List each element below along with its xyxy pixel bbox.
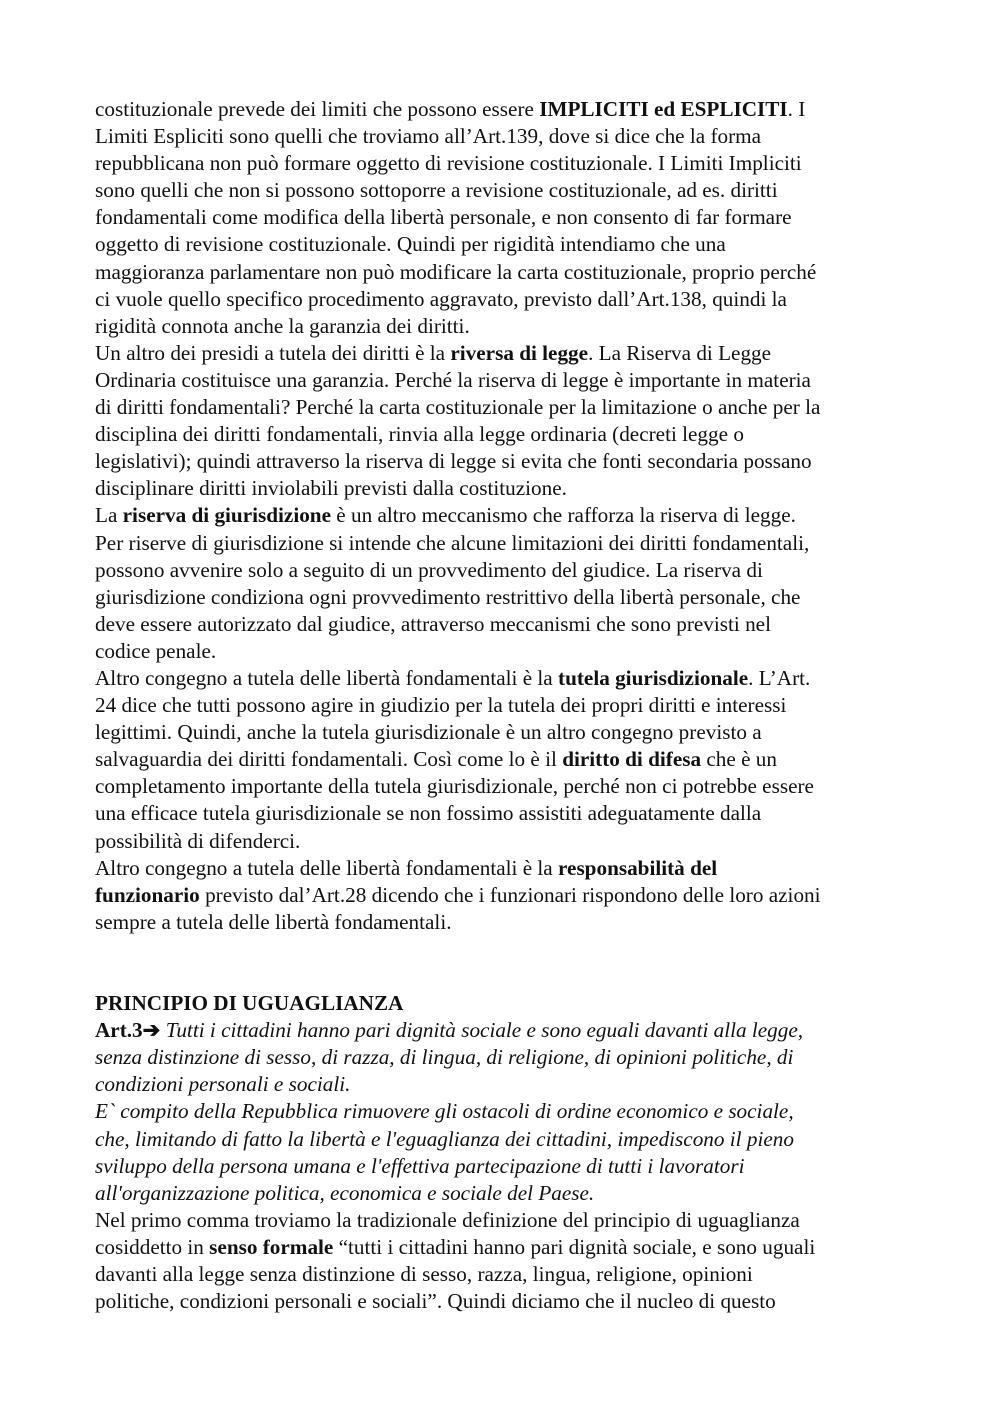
- bold-term: riversa di legge: [450, 340, 589, 365]
- text-run: . I: [787, 97, 806, 121]
- text-run: . La Riserva di Legge: [588, 340, 772, 365]
- bold-term: diritto di difesa: [562, 747, 702, 772]
- text-run: . L’Art.: [748, 665, 811, 690]
- text-line: disciplina dei diritti fondamentali, rinvia alla legge ordinaria (decreti legge o: [95, 422, 744, 447]
- text-line: possibilità di difenderci.: [95, 828, 301, 853]
- text-run: Un altro dei presidi a tutela dei diritti è la: [95, 340, 451, 365]
- text-line: una efficace tutela giurisdizionale se non fossimo assistiti adeguatamente dalla: [95, 801, 762, 826]
- paragraph-riserva-di-legge: [95, 340, 907, 503]
- paragraph-limiti-revisione: [95, 96, 907, 340]
- text-line: [95, 1180, 907, 1207]
- text-line: Nel primo comma troviamo la tradizionale definizione del principio di uguaglianza: [95, 1207, 800, 1232]
- text-run: cosiddetto in: [95, 1234, 210, 1259]
- text-line: maggioranza parlamentare non può modificare la carta costituzionale, proprio perché: [95, 259, 817, 284]
- italic-text: all'organizzazione politica, economica e sociale del Paese.: [95, 1180, 595, 1205]
- heading-text: PRINCIPIO DI UGUAGLIANZA: [95, 991, 404, 1016]
- text-line: [95, 665, 907, 692]
- text-line: [95, 855, 907, 882]
- text-run: costituzionale prevede dei limiti che possono essere: [95, 97, 540, 121]
- text-line: [95, 340, 907, 367]
- text-line: possono avvenire solo a seguito di un provvedimento del giudice. La riserva di: [95, 557, 763, 582]
- italic-text: condizioni personali e sociali.: [95, 1072, 351, 1097]
- bold-term: tutela giurisdizionale: [558, 665, 749, 690]
- text-line: Limiti Espliciti sono quelli che troviamo all’Art.139, dove si dice che la forma: [95, 124, 762, 149]
- italic-text: che, limitando di fatto la libertà e l'eguaglianza dei cittadini, impediscono il pieno: [95, 1126, 794, 1151]
- text-line: sono quelli che non si possono sottoporre a revisione costituzionale, ad es. diritti: [95, 178, 778, 203]
- text-line: [95, 1153, 907, 1180]
- article-3-quote: [95, 1017, 907, 1207]
- text-line: [95, 1017, 907, 1044]
- paragraph-riserva-di-giurisdizione: [95, 502, 907, 665]
- text-line: [95, 882, 907, 909]
- text-line: deve essere autorizzato dal giudice, attraverso meccanismi che sono previsti nel: [95, 611, 771, 636]
- text-line: sempre a tutela delle libertà fondamentali.: [95, 909, 452, 934]
- text-line: rigidità connota anche la garanzia dei diritti.: [95, 313, 470, 338]
- text-line: disciplinare diritti inviolabili previsti dalla costituzione.: [95, 476, 567, 501]
- text-line: di diritti fondamentali? Perché la carta costituzionale per la limitazione o anche per la: [95, 395, 821, 420]
- text-line: Per riserve di giurisdizione si intende che alcune limitazioni dei diritti fondamentali,: [95, 530, 810, 555]
- paragraph-senso-formale: [95, 1207, 907, 1315]
- text-line: [95, 1044, 907, 1071]
- text-line: codice penale.: [95, 638, 217, 663]
- text-run: salvaguardia dei diritti fondamentali. Così come lo è il: [95, 747, 563, 772]
- bold-term: IMPLICITI ed ESPLICITI: [539, 97, 788, 121]
- text-line: repubblicana non può formare oggetto di revisione costituzionale. I Limiti Impliciti: [95, 151, 802, 176]
- text-run: previsto dal’Art.28 dicendo che i funzionari rispondono delle loro azioni: [199, 882, 821, 907]
- bold-term: senso formale: [209, 1234, 334, 1259]
- text-line: [95, 502, 907, 529]
- italic-text: Tutti i cittadini hanno pari dignità sociale e sono eguali davanti alla legge,: [160, 1018, 804, 1043]
- italic-text: sviluppo della persona umana e l'effettiva partecipazione di tutti i lavoratori: [95, 1153, 745, 1178]
- text-line: [95, 1071, 907, 1098]
- text-run: Altro congegno a tutela delle libertà fondamentali è la: [95, 665, 559, 690]
- paragraph-tutela-giurisdizionale: [95, 665, 907, 855]
- document-body: [95, 96, 907, 1315]
- text-line: Ordinaria costituisce una garanzia. Perché la riserva di legge è importante in materia: [95, 367, 811, 392]
- text-run: “tutti i cittadini hanno pari dignità sociale, e sono uguali: [333, 1234, 816, 1259]
- text-line: politiche, condizioni personali e sociali”. Quindi diciamo che il nucleo di questo: [95, 1289, 776, 1314]
- paragraph-responsabilita-funzionario: [95, 855, 907, 936]
- bold-term: funzionario: [95, 882, 200, 907]
- text-run: è un altro meccanismo che rafforza la riserva di legge.: [331, 503, 796, 528]
- article-label: Art.3: [95, 1018, 143, 1043]
- italic-text: E` compito della Repubblica rimuovere gli ostacoli di ordine economico e sociale,: [95, 1099, 794, 1124]
- text-line: [95, 1234, 907, 1261]
- text-line: [95, 1098, 907, 1125]
- bold-term: responsabilità del: [558, 855, 718, 880]
- section-heading: [95, 990, 907, 1017]
- text-line: [95, 1126, 907, 1153]
- text-run: che è un: [701, 747, 777, 772]
- text-line: davanti alla legge senza distinzione di sesso, razza, lingua, religione, opinioni: [95, 1262, 753, 1287]
- text-line: oggetto di revisione costituzionale. Quindi per rigidità intendiamo che una: [95, 232, 726, 257]
- text-run: Altro congegno a tutela delle libertà fondamentali è la: [95, 855, 559, 880]
- text-line: giurisdizione condiziona ogni provvedimento restrittivo della libertà personale, che: [95, 584, 801, 609]
- italic-text: senza distinzione di sesso, di razza, di lingua, di religione, di opinioni politiche, di: [95, 1045, 794, 1070]
- text-line: legittimi. Quindi, anche la tutela giurisdizionale è un altro congegno previsto a: [95, 720, 762, 745]
- text-line: completamento importante della tutela giurisdizionale, perché non ci potrebbe essere: [95, 774, 814, 799]
- arrow-right-icon: ➔: [142, 1018, 161, 1043]
- text-line: [95, 96, 907, 123]
- text-run: La: [95, 503, 123, 528]
- text-line: legislativi); quindi attraverso la riserva di legge si evita che fonti secondaria possano: [95, 449, 812, 474]
- bold-term: riserva di giurisdizione: [122, 503, 331, 528]
- text-line: 24 dice che tutti possono agire in giudizio per la tutela dei propri diritti e interessi: [95, 693, 787, 718]
- text-line: [95, 746, 907, 773]
- text-line: ci vuole quello specifico procedimento aggravato, previsto dall’Art.138, quindi la: [95, 286, 787, 311]
- text-line: fondamentali come modifica della libertà personale, e non consento di far formare: [95, 205, 792, 230]
- section-spacer: [95, 936, 907, 990]
